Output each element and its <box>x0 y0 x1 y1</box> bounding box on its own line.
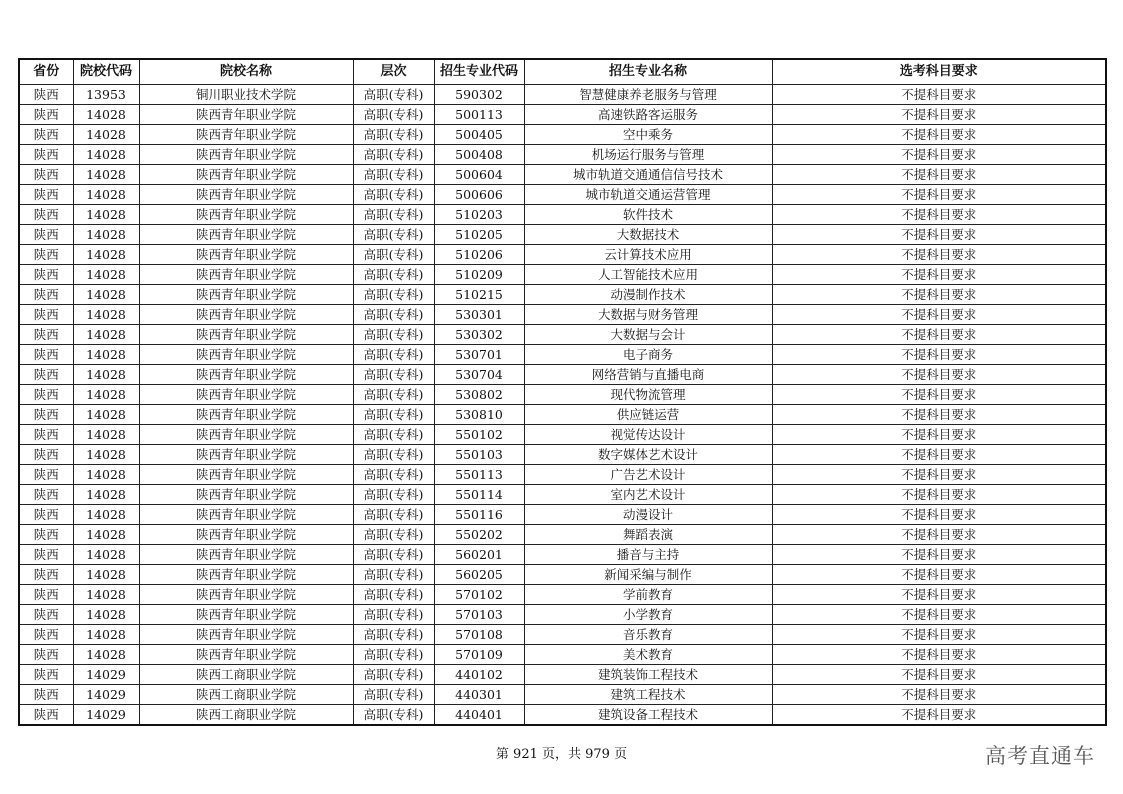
subject-requirement-cell: 不提科目要求 <box>772 185 1106 205</box>
subject-requirement-cell: 不提科目要求 <box>772 85 1106 105</box>
major-code-cell: 570103 <box>434 605 524 625</box>
subject-requirement-cell: 不提科目要求 <box>772 465 1106 485</box>
school-name-cell: 陕西青年职业学院 <box>139 145 353 165</box>
subject-requirement-cell: 不提科目要求 <box>772 345 1106 365</box>
subject-requirement-cell: 不提科目要求 <box>772 605 1106 625</box>
province-cell: 陕西 <box>19 505 73 525</box>
major-name-cell: 舞蹈表演 <box>524 525 772 545</box>
school-name-cell: 陕西青年职业学院 <box>139 185 353 205</box>
school-code-cell: 14029 <box>73 685 139 705</box>
table-row <box>19 265 1106 285</box>
school-code-cell: 14028 <box>73 385 139 405</box>
school-code-cell: 14028 <box>73 545 139 565</box>
province-cell: 陕西 <box>19 465 73 485</box>
major-name-cell: 动漫设计 <box>524 505 772 525</box>
province-cell: 陕西 <box>19 405 73 425</box>
level-cell: 高职(专科) <box>353 545 434 565</box>
school-name-cell: 陕西青年职业学院 <box>139 305 353 325</box>
major-code-cell: 530301 <box>434 305 524 325</box>
school-code-cell: 14028 <box>73 265 139 285</box>
school-code-cell: 14029 <box>73 705 139 726</box>
major-name-cell: 大数据与会计 <box>524 325 772 345</box>
province-cell: 陕西 <box>19 265 73 285</box>
table-row <box>19 645 1106 665</box>
subject-requirement-cell: 不提科目要求 <box>772 125 1106 145</box>
level-cell: 高职(专科) <box>353 645 434 665</box>
province-cell: 陕西 <box>19 225 73 245</box>
subject-requirement-cell: 不提科目要求 <box>772 225 1106 245</box>
table-body <box>19 85 1106 726</box>
major-code-cell: 500113 <box>434 105 524 125</box>
school-code-cell: 14028 <box>73 565 139 585</box>
school-name-cell: 陕西青年职业学院 <box>139 605 353 625</box>
major-name-cell: 人工智能技术应用 <box>524 265 772 285</box>
school-code-cell: 14028 <box>73 625 139 645</box>
province-cell: 陕西 <box>19 705 73 726</box>
school-name-cell: 陕西青年职业学院 <box>139 445 353 465</box>
table-row <box>19 245 1106 265</box>
school-code-cell: 14028 <box>73 185 139 205</box>
subject-requirement-cell: 不提科目要求 <box>772 585 1106 605</box>
school-name-cell: 陕西工商职业学院 <box>139 705 353 726</box>
major-code-cell: 550103 <box>434 445 524 465</box>
level-cell: 高职(专科) <box>353 325 434 345</box>
major-code-cell: 510206 <box>434 245 524 265</box>
level-cell: 高职(专科) <box>353 245 434 265</box>
major-code-cell: 550113 <box>434 465 524 485</box>
header-school-code: 院校代码 <box>73 59 139 85</box>
school-code-cell: 14028 <box>73 505 139 525</box>
major-code-cell: 510215 <box>434 285 524 305</box>
major-name-cell: 大数据技术 <box>524 225 772 245</box>
level-cell: 高职(专科) <box>353 285 434 305</box>
school-code-cell: 14028 <box>73 125 139 145</box>
table-row <box>19 685 1106 705</box>
school-code-cell: 14028 <box>73 465 139 485</box>
school-name-cell: 陕西青年职业学院 <box>139 105 353 125</box>
subject-requirement-cell: 不提科目要求 <box>772 145 1106 165</box>
major-name-cell: 视觉传达设计 <box>524 425 772 445</box>
major-name-cell: 智慧健康养老服务与管理 <box>524 85 772 105</box>
major-name-cell: 播音与主持 <box>524 545 772 565</box>
subject-requirement-cell: 不提科目要求 <box>772 285 1106 305</box>
major-code-cell: 530802 <box>434 385 524 405</box>
school-code-cell: 14028 <box>73 445 139 465</box>
level-cell: 高职(专科) <box>353 385 434 405</box>
province-cell: 陕西 <box>19 145 73 165</box>
school-name-cell: 陕西青年职业学院 <box>139 405 353 425</box>
school-code-cell: 14028 <box>73 605 139 625</box>
school-name-cell: 陕西青年职业学院 <box>139 545 353 565</box>
province-cell: 陕西 <box>19 525 73 545</box>
major-name-cell: 云计算技术应用 <box>524 245 772 265</box>
school-name-cell: 陕西青年职业学院 <box>139 385 353 405</box>
province-cell: 陕西 <box>19 545 73 565</box>
school-code-cell: 14028 <box>73 345 139 365</box>
page-number: 第 921 页，共 979 页 <box>495 747 628 762</box>
school-name-cell: 陕西青年职业学院 <box>139 165 353 185</box>
major-name-cell: 数字媒体艺术设计 <box>524 445 772 465</box>
major-code-cell: 500408 <box>434 145 524 165</box>
table-row <box>19 125 1106 145</box>
school-code-cell: 14028 <box>73 585 139 605</box>
table-row <box>19 105 1106 125</box>
school-name-cell: 陕西工商职业学院 <box>139 685 353 705</box>
subject-requirement-cell: 不提科目要求 <box>772 425 1106 445</box>
school-name-cell: 陕西青年职业学院 <box>139 265 353 285</box>
major-code-cell: 590302 <box>434 85 524 105</box>
major-name-cell: 电子商务 <box>524 345 772 365</box>
major-name-cell: 空中乘务 <box>524 125 772 145</box>
level-cell: 高职(专科) <box>353 345 434 365</box>
school-name-cell: 陕西青年职业学院 <box>139 485 353 505</box>
school-name-cell: 陕西青年职业学院 <box>139 325 353 345</box>
level-cell: 高职(专科) <box>353 485 434 505</box>
major-name-cell: 室内艺术设计 <box>524 485 772 505</box>
table-row <box>19 405 1106 425</box>
major-code-cell: 510205 <box>434 225 524 245</box>
level-cell: 高职(专科) <box>353 445 434 465</box>
subject-requirement-cell: 不提科目要求 <box>772 405 1106 425</box>
subject-requirement-cell: 不提科目要求 <box>772 625 1106 645</box>
major-code-cell: 440301 <box>434 685 524 705</box>
table-row <box>19 185 1106 205</box>
school-code-cell: 14028 <box>73 485 139 505</box>
major-code-cell: 500604 <box>434 165 524 185</box>
major-code-cell: 530810 <box>434 405 524 425</box>
province-cell: 陕西 <box>19 345 73 365</box>
level-cell: 高职(专科) <box>353 225 434 245</box>
table-row <box>19 205 1106 225</box>
level-cell: 高职(专科) <box>353 365 434 385</box>
school-code-cell: 14028 <box>73 105 139 125</box>
header-level: 层次 <box>353 59 434 85</box>
school-name-cell: 陕西青年职业学院 <box>139 245 353 265</box>
major-name-cell: 大数据与财务管理 <box>524 305 772 325</box>
subject-requirement-cell: 不提科目要求 <box>772 685 1106 705</box>
major-code-cell: 440102 <box>434 665 524 685</box>
level-cell: 高职(专科) <box>353 165 434 185</box>
major-name-cell: 建筑装饰工程技术 <box>524 665 772 685</box>
major-name-cell: 学前教育 <box>524 585 772 605</box>
school-name-cell: 陕西青年职业学院 <box>139 425 353 445</box>
header-subject-requirement: 选考科目要求 <box>772 59 1106 85</box>
level-cell: 高职(专科) <box>353 685 434 705</box>
province-cell: 陕西 <box>19 325 73 345</box>
table-row <box>19 305 1106 325</box>
major-name-cell: 新闻采编与制作 <box>524 565 772 585</box>
province-cell: 陕西 <box>19 165 73 185</box>
school-code-cell: 13953 <box>73 85 139 105</box>
major-name-cell: 小学教育 <box>524 605 772 625</box>
level-cell: 高职(专科) <box>353 525 434 545</box>
table-row <box>19 345 1106 365</box>
major-name-cell: 网络营销与直播电商 <box>524 365 772 385</box>
level-cell: 高职(专科) <box>353 505 434 525</box>
province-cell: 陕西 <box>19 385 73 405</box>
school-name-cell: 陕西工商职业学院 <box>139 665 353 685</box>
level-cell: 高职(专科) <box>353 605 434 625</box>
school-code-cell: 14028 <box>73 165 139 185</box>
level-cell: 高职(专科) <box>353 305 434 325</box>
province-cell: 陕西 <box>19 125 73 145</box>
major-code-cell: 560201 <box>434 545 524 565</box>
table-row <box>19 285 1106 305</box>
province-cell: 陕西 <box>19 305 73 325</box>
table-row <box>19 445 1106 465</box>
school-name-cell: 陕西青年职业学院 <box>139 465 353 485</box>
header-school-name: 院校名称 <box>139 59 353 85</box>
school-name-cell: 陕西青年职业学院 <box>139 585 353 605</box>
subject-requirement-cell: 不提科目要求 <box>772 505 1106 525</box>
table-row <box>19 385 1106 405</box>
school-code-cell: 14028 <box>73 245 139 265</box>
school-code-cell: 14028 <box>73 225 139 245</box>
table-row <box>19 565 1106 585</box>
school-code-cell: 14029 <box>73 665 139 685</box>
subject-requirement-cell: 不提科目要求 <box>772 265 1106 285</box>
province-cell: 陕西 <box>19 285 73 305</box>
table-row <box>19 705 1106 726</box>
major-code-cell: 570109 <box>434 645 524 665</box>
level-cell: 高职(专科) <box>353 665 434 685</box>
table-row <box>19 625 1106 645</box>
subject-requirement-cell: 不提科目要求 <box>772 525 1106 545</box>
level-cell: 高职(专科) <box>353 145 434 165</box>
school-name-cell: 陕西青年职业学院 <box>139 345 353 365</box>
school-code-cell: 14028 <box>73 525 139 545</box>
province-cell: 陕西 <box>19 645 73 665</box>
school-name-cell: 陕西青年职业学院 <box>139 525 353 545</box>
major-code-cell: 500405 <box>434 125 524 145</box>
school-name-cell: 陕西青年职业学院 <box>139 365 353 385</box>
major-name-cell: 建筑设备工程技术 <box>524 705 772 726</box>
subject-requirement-cell: 不提科目要求 <box>772 565 1106 585</box>
province-cell: 陕西 <box>19 625 73 645</box>
school-code-cell: 14028 <box>73 365 139 385</box>
major-code-cell: 500606 <box>434 185 524 205</box>
school-code-cell: 14028 <box>73 405 139 425</box>
major-code-cell: 510209 <box>434 265 524 285</box>
province-cell: 陕西 <box>19 185 73 205</box>
major-name-cell: 动漫制作技术 <box>524 285 772 305</box>
major-code-cell: 440401 <box>434 705 524 726</box>
header-province: 省份 <box>19 59 73 85</box>
major-name-cell: 城市轨道交通通信信号技术 <box>524 165 772 185</box>
major-name-cell: 城市轨道交通运营管理 <box>524 185 772 205</box>
major-code-cell: 570108 <box>434 625 524 645</box>
province-cell: 陕西 <box>19 365 73 385</box>
subject-requirement-cell: 不提科目要求 <box>772 305 1106 325</box>
subject-requirement-cell: 不提科目要求 <box>772 485 1106 505</box>
table-row <box>19 665 1106 685</box>
table-row <box>19 365 1106 385</box>
school-name-cell: 陕西青年职业学院 <box>139 565 353 585</box>
table-row <box>19 585 1106 605</box>
header-major-name: 招生专业名称 <box>524 59 772 85</box>
level-cell: 高职(专科) <box>353 585 434 605</box>
school-code-cell: 14028 <box>73 325 139 345</box>
subject-requirement-cell: 不提科目要求 <box>772 665 1106 685</box>
table-row <box>19 465 1106 485</box>
major-name-cell: 现代物流管理 <box>524 385 772 405</box>
subject-requirement-cell: 不提科目要求 <box>772 165 1106 185</box>
province-cell: 陕西 <box>19 245 73 265</box>
school-name-cell: 陕西青年职业学院 <box>139 625 353 645</box>
school-code-cell: 14028 <box>73 205 139 225</box>
subject-requirement-cell: 不提科目要求 <box>772 205 1106 225</box>
level-cell: 高职(专科) <box>353 625 434 645</box>
province-cell: 陕西 <box>19 565 73 585</box>
level-cell: 高职(专科) <box>353 465 434 485</box>
level-cell: 高职(专科) <box>353 185 434 205</box>
subject-requirement-cell: 不提科目要求 <box>772 365 1106 385</box>
province-cell: 陕西 <box>19 445 73 465</box>
major-code-cell: 560205 <box>434 565 524 585</box>
school-name-cell: 陕西青年职业学院 <box>139 225 353 245</box>
school-name-cell: 陕西青年职业学院 <box>139 645 353 665</box>
table-row <box>19 485 1106 505</box>
major-name-cell: 音乐教育 <box>524 625 772 645</box>
admission-table <box>18 58 1107 726</box>
school-code-cell: 14028 <box>73 305 139 325</box>
major-name-cell: 供应链运营 <box>524 405 772 425</box>
table-row <box>19 545 1106 565</box>
major-code-cell: 550202 <box>434 525 524 545</box>
major-name-cell: 机场运行服务与管理 <box>524 145 772 165</box>
school-name-cell: 陕西青年职业学院 <box>139 125 353 145</box>
table-row <box>19 525 1106 545</box>
table-row <box>19 225 1106 245</box>
school-name-cell: 铜川职业技术学院 <box>139 85 353 105</box>
level-cell: 高职(专科) <box>353 265 434 285</box>
subject-requirement-cell: 不提科目要求 <box>772 545 1106 565</box>
table-row <box>19 145 1106 165</box>
major-name-cell: 广告艺术设计 <box>524 465 772 485</box>
subject-requirement-cell: 不提科目要求 <box>772 645 1106 665</box>
major-name-cell: 建筑工程技术 <box>524 685 772 705</box>
level-cell: 高职(专科) <box>353 405 434 425</box>
major-code-cell: 510203 <box>434 205 524 225</box>
subject-requirement-cell: 不提科目要求 <box>772 325 1106 345</box>
subject-requirement-cell: 不提科目要求 <box>772 245 1106 265</box>
province-cell: 陕西 <box>19 205 73 225</box>
province-cell: 陕西 <box>19 665 73 685</box>
school-code-cell: 14028 <box>73 285 139 305</box>
school-code-cell: 14028 <box>73 145 139 165</box>
major-code-cell: 550116 <box>434 505 524 525</box>
table-row <box>19 505 1106 525</box>
level-cell: 高职(专科) <box>353 565 434 585</box>
subject-requirement-cell: 不提科目要求 <box>772 105 1106 125</box>
major-name-cell: 高速铁路客运服务 <box>524 105 772 125</box>
level-cell: 高职(专科) <box>353 205 434 225</box>
table-header-row <box>19 59 1106 85</box>
subject-requirement-cell: 不提科目要求 <box>772 705 1106 726</box>
level-cell: 高职(专科) <box>353 125 434 145</box>
table-row <box>19 165 1106 185</box>
major-code-cell: 530302 <box>434 325 524 345</box>
major-code-cell: 570102 <box>434 585 524 605</box>
school-name-cell: 陕西青年职业学院 <box>139 285 353 305</box>
major-code-cell: 550102 <box>434 425 524 445</box>
table-row <box>19 325 1106 345</box>
level-cell: 高职(专科) <box>353 85 434 105</box>
province-cell: 陕西 <box>19 425 73 445</box>
major-code-cell: 550114 <box>434 485 524 505</box>
level-cell: 高职(专科) <box>353 705 434 726</box>
major-code-cell: 530701 <box>434 345 524 365</box>
major-code-cell: 530704 <box>434 365 524 385</box>
major-name-cell: 软件技术 <box>524 205 772 225</box>
school-code-cell: 14028 <box>73 425 139 445</box>
school-name-cell: 陕西青年职业学院 <box>139 505 353 525</box>
table-row <box>19 605 1106 625</box>
level-cell: 高职(专科) <box>353 425 434 445</box>
province-cell: 陕西 <box>19 585 73 605</box>
header-major-code: 招生专业代码 <box>434 59 524 85</box>
watermark-text: 高考直通车 <box>985 744 1095 768</box>
school-code-cell: 14028 <box>73 645 139 665</box>
level-cell: 高职(专科) <box>353 105 434 125</box>
subject-requirement-cell: 不提科目要求 <box>772 445 1106 465</box>
table-row <box>19 85 1106 105</box>
province-cell: 陕西 <box>19 85 73 105</box>
province-cell: 陕西 <box>19 485 73 505</box>
province-cell: 陕西 <box>19 685 73 705</box>
province-cell: 陕西 <box>19 605 73 625</box>
province-cell: 陕西 <box>19 105 73 125</box>
subject-requirement-cell: 不提科目要求 <box>772 385 1106 405</box>
table-row <box>19 425 1106 445</box>
major-name-cell: 美术教育 <box>524 645 772 665</box>
school-name-cell: 陕西青年职业学院 <box>139 205 353 225</box>
